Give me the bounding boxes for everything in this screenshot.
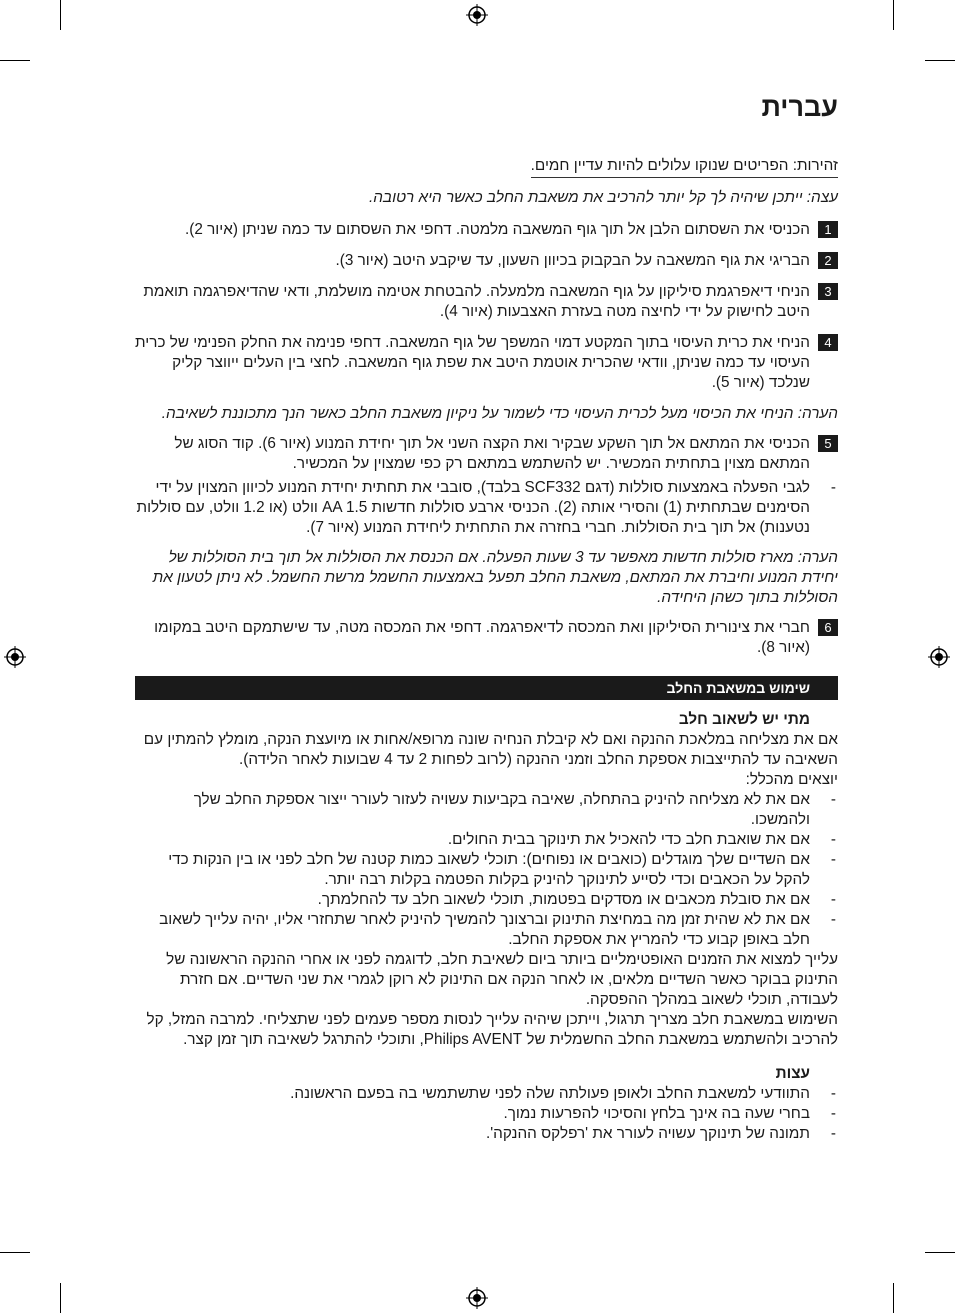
page-title: עברית — [761, 92, 838, 122]
list-item: - התוודעי למשאבת החלב ולאופן פעולתה שלה לפני שתשתמשי בה בפעם הראשונה. — [132, 1084, 838, 1104]
step-text: חברי את צינורית הסיליקון ואת המכסה לדיאפרגמה. דחפי את המכסה מטה, עד שישתמקם היטב במקומו (איור 8). — [154, 619, 810, 656]
list-item: - תמונה של תינוקך עשויה לעורר את 'רפלקס ההנקה'. — [132, 1124, 838, 1144]
assembly-step — [132, 618, 838, 658]
step-number: 1 — [818, 221, 838, 238]
step-number: 6 — [818, 619, 838, 636]
paragraph: עלייך למצוא את הזמנים האופטימליים ביותר ביום לשאיבת חלב, לדוגמה לפני או אחרי ההנקה הראשונה של התינוק בבוקר כאשר השדיים מלאים, או לאחר הנקה אם התינוק לא רוקן לגמרי את שני השדיים. אם חזרת לעבודה, תוכלי לשאוב במהלך ההפסקה. — [166, 951, 838, 1008]
assembly-step — [132, 251, 838, 271]
tip-text: עצה: ייתכן שיהיה לך קל יותר להרכיב את משאבת החלב כאשר היא רטובה. — [368, 189, 838, 206]
step-number: 5 — [818, 435, 838, 452]
step-number: 2 — [818, 252, 838, 269]
step-number: 4 — [818, 334, 838, 351]
step-text: הבריגי את גוף המשאבה על הבקבוק בכיוון השעון, עד שיקבע היטב (איור 3). — [335, 252, 810, 269]
crop-mark — [0, 60, 30, 61]
list-item: - אם את סובלת מכאבים או מסדקים בפטמות, תוכלי לשאוב חלב עד להחלמתך. — [132, 890, 838, 910]
step-text: הכניסי את השסתום הלבן אל תוך גוף המשאבה מלמטה. דחפי את השסתום עד כמה שניתן (איור 2). — [184, 221, 810, 238]
step-text: הכניסי את המתאם אל תוך השקע שבקיר ואת הקצה השני אל תוך יחידת המנוע (איור 6). קוד הסוג של המתאם מצוין בתחתית המכשיר. יש להשתמש במתאם רק כפי שמצוין על המכשיר. — [174, 435, 810, 472]
paragraph: השימוש במשאבת חלב מצריך תרגול, וייתכן שיהיה עלייך לנסות מספר פעמים לפני שתצליחי. למרבה המזל, קל להרכיב ולהשתמש במשאבת החלב החשמלית של Philips AVENT, ותוכלי להתרגל לשאיבה תוך זמן קצר. — [146, 1011, 838, 1048]
list-item: - לגבי הפעלה באמצעות סוללות (דגם SCF332 בלבד), סובבי את תחתית יחידת המנוע לכיוון המצוין על ידי הסימנים שבתחתית (1) והסירי אותה (2). הכניסי ארבע סוללות חדשות AA 1.5 וולט (או 1.2 וולט, עם סוללות נטענות) אל תוך בית הסוללות. חברי בחזרה את התחתית ליחידת המנוע (איור 7). — [132, 478, 838, 538]
crop-mark — [925, 1252, 955, 1253]
assembly-step — [132, 434, 838, 474]
battery-list — [132, 478, 838, 538]
assembly-step — [132, 220, 838, 240]
crop-mark — [0, 1252, 30, 1253]
step-number: 3 — [818, 283, 838, 300]
section-heading-bar: שימוש במשאבת החלב — [135, 676, 838, 700]
step-text: הניחי את כרית העיסוי בתוך המקטע דמוי המשפך של גוף המשאבה. דחפי פנימה את החלק הפנימי של כרית העיסוי עד כמה שניתן, וודאי שהכרית אוטמת היטב את שפת גוף המשאבה. לחצי בין העלים ייווצר קליק שנלכד (איור 5). — [135, 334, 810, 391]
warning-text: זהירות: הפריטים שנוקו עלולים להיות עדיין חמים. — [531, 156, 838, 178]
list-item: - אם את לא שהית זמן מה במחיצת התינוק וברצונך להמשיך להיניק לאחר שתחזרי אליו, יהיה עלייך לשאוב חלב באופן קבוע כדי להמריץ את אספקת החלב. — [132, 910, 838, 950]
crop-mark — [60, 1283, 61, 1313]
registration-mark-icon — [466, 1287, 488, 1309]
tips-list — [132, 1084, 838, 1144]
crop-mark — [893, 0, 894, 30]
subheading: מתי יש לשאוב חלב — [678, 711, 810, 728]
assembly-step — [132, 282, 838, 322]
crop-mark — [60, 0, 61, 30]
crop-mark — [893, 1283, 894, 1313]
crop-mark — [925, 60, 955, 61]
list-item: - אם את לא מצליחה להיניק בהתחלה, שאיבה בקביעות עשויה לעזור לעורר ייצור אספקת החלב שלך ולהמשכו. — [132, 790, 838, 830]
registration-mark-icon — [466, 4, 488, 26]
note-text: הערה: הניחי את הכיסוי מעל לכרית העיסוי כדי לשמור על ניקיון משאבת החלב כאשר הנך מתכוננת לשאיבה. — [161, 405, 838, 422]
note-text: הערה: מארז סוללות חדשות מאפשר עד 3 שעות הפעלה. אם הכנסת את הסוללות אל תוך בית הסוללות של יחידת המנוע וחיברת את המתאם, משאבת החלב תפעל באמצעות החשמל מרשת החשמל. לא ניתן לטעון את הסוללות בתוך כשהן היחידה. — [152, 549, 838, 606]
subheading: עצות — [775, 1065, 810, 1082]
list-item: - אם השדיים שלך מוגדלים (כואבים או נפוחים): תוכלי לשאוב כמות קטנה של חלב לפני או בין הנקות כדי להקל על הכאבים וכדי לסייע לתינוקך להיניק בקלות הפטמה בקלות רבה יותר. — [132, 850, 838, 890]
manual-page — [132, 90, 838, 1154]
assembly-step — [132, 333, 838, 393]
exceptions-list — [132, 790, 838, 950]
registration-mark-icon — [4, 646, 26, 668]
registration-mark-icon — [928, 646, 950, 668]
paragraph: אם את מצליחה במלאכת ההנקה ואם לא קיבלת הנחיה שונה מרופא/אחות או מיועצת הנקה, מומלץ להמתין עם השאיבה עד להתייצבות אספקת החלב וזמני ההנקה (לרוב לפחות 2 עד 4 שבועות לאחר הלידה). — [143, 731, 838, 768]
list-item: - בחרי שעה בה אינך בלחץ והסיכוי להפרעות נמוך. — [132, 1104, 838, 1124]
paragraph: יוצאים מהכלל: — [745, 771, 838, 788]
list-item: - אם את שואבת חלב כדי להאכיל את תינוקך בבית החולים. — [132, 830, 838, 850]
step-text: הניחי דיאפרגמת סיליקון על גוף המשאבה מלמעלה. להבטחת אטימה מושלמת, ודאי שהדיאפרגמה תואמת היטב לחישוק על ידי לחיצה מטה בעזרת האצבעות (איור 4). — [143, 283, 810, 320]
